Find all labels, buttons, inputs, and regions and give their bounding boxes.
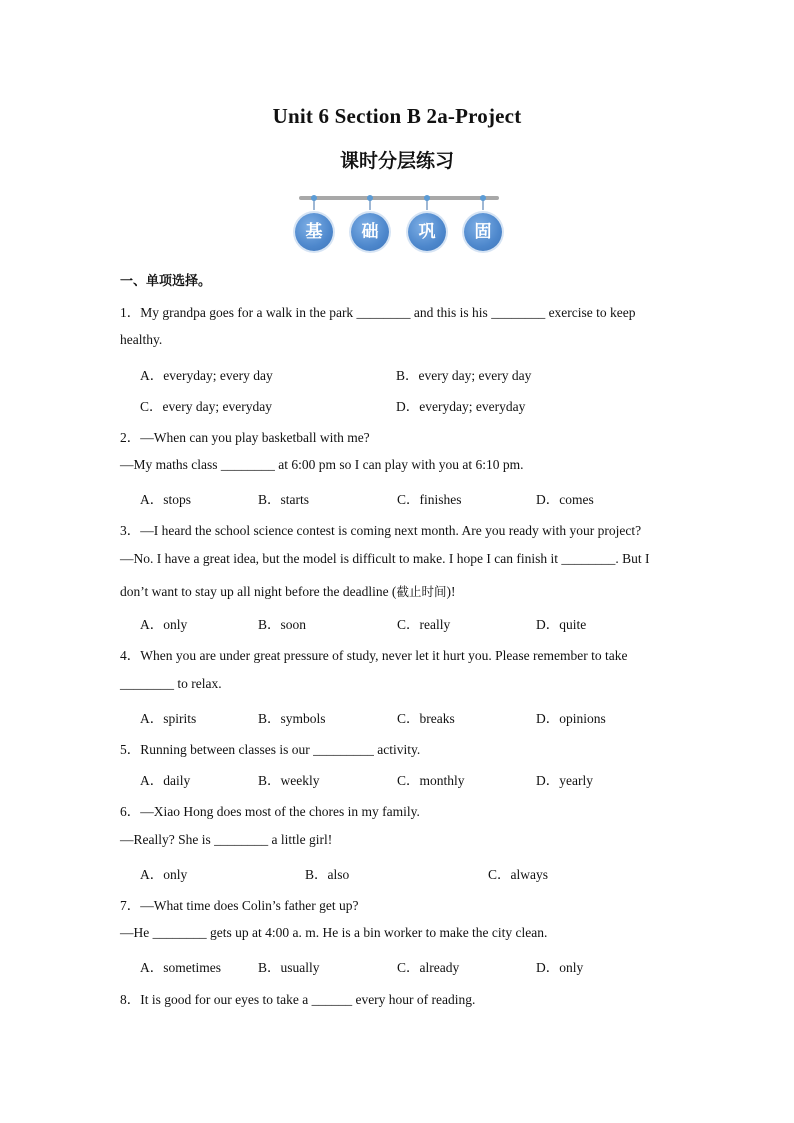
question-6-option-b: B．also [305, 867, 350, 882]
question-4-option-d: D．opinions [536, 711, 606, 726]
question-7-option-d: D．only [536, 960, 584, 975]
question-3-line-2: —No. I have a great idea, but the model is difficult to make. I hope I can finish it ________. But I [120, 551, 650, 566]
question-5-option-c: C．monthly [397, 773, 465, 788]
question-1-option-b: B．every day; every day [396, 368, 532, 383]
question-1-option-a: A．everyday; every day [140, 368, 273, 383]
question-3-option-d: D．quite [536, 617, 587, 632]
question-5-line-1: 5．Running between classes is our _________ activity. [120, 742, 421, 757]
question-1-line-2: healthy. [120, 332, 163, 347]
banner-bar [299, 196, 499, 200]
question-4-option-a: A．spirits [140, 711, 197, 726]
question-6-line-2: —Really? She is ________ a little girl! [120, 832, 333, 847]
question-2-option-b: B．starts [258, 492, 310, 507]
question-1-option-c: C．every day; everyday [140, 399, 272, 414]
question-5-option-b: B．weekly [258, 773, 320, 788]
question-4-option-b: B．symbols [258, 711, 326, 726]
question-2-option-c: C．finishes [397, 492, 462, 507]
question-7-option-b: B．usually [258, 960, 320, 975]
question-6-line-1: 6．—Xiao Hong does most of the chores in my family. [120, 804, 420, 819]
section-heading: 一、单项选择。 [120, 274, 212, 289]
question-4-line-2: ________ to relax. [120, 676, 222, 691]
question-1-line-1: 1．My grandpa goes for a walk in the park ________ and this is his ________ exercise to keep [120, 305, 636, 320]
question-7-line-1: 7．—What time does Colin’s father get up? [120, 898, 359, 913]
question-4-option-c: C．breaks [397, 711, 455, 726]
section-banner [297, 193, 503, 253]
question-4-line-1: 4．When you are under great pressure of study, never let it hurt you. Please remember to take [120, 648, 628, 663]
page-subtitle: 课时分层练习 [339, 150, 454, 172]
question-3-line-3: don’t want to stay up all night before the deadline (截止时间)! [120, 584, 456, 599]
question-7-line-2: —He ________ gets up at 4:00 a. m. He is a bin worker to make the city clean. [120, 925, 548, 940]
page-title: Unit 6 Section B 2a-Project [272, 104, 522, 128]
banner-char-1: 基 [295, 213, 333, 251]
question-2-line-1: 2．—When can you play basketball with me? [120, 430, 370, 445]
question-2-option-a: A．stops [140, 492, 192, 507]
question-2-option-d: D．comes [536, 492, 594, 507]
question-6-option-a: A．only [140, 867, 188, 882]
question-3-line-1: 3．—I heard the school science contest is coming next month. Are you ready with your project? [120, 523, 642, 538]
question-7-option-c: C．already [397, 960, 460, 975]
banner-char-3: 巩 [408, 213, 446, 251]
question-3-option-c: C．really [397, 617, 451, 632]
question-8-line-1: 8．It is good for our eyes to take a ______ every hour of reading. [120, 992, 476, 1007]
question-2-line-2: —My maths class ________ at 6:00 pm so I can play with you at 6:10 pm. [120, 457, 524, 472]
question-5-option-a: A．daily [140, 773, 191, 788]
banner-char-2: 础 [351, 213, 389, 251]
question-3-option-a: A．only [140, 617, 188, 632]
question-3-option-b: B．soon [258, 617, 307, 632]
banner-char-4: 固 [464, 213, 502, 251]
question-7-option-a: A．sometimes [140, 960, 221, 975]
question-1-option-d: D．everyday; everyday [396, 399, 526, 414]
question-5-option-d: D．yearly [536, 773, 593, 788]
question-6-option-c: C．always [488, 867, 548, 882]
